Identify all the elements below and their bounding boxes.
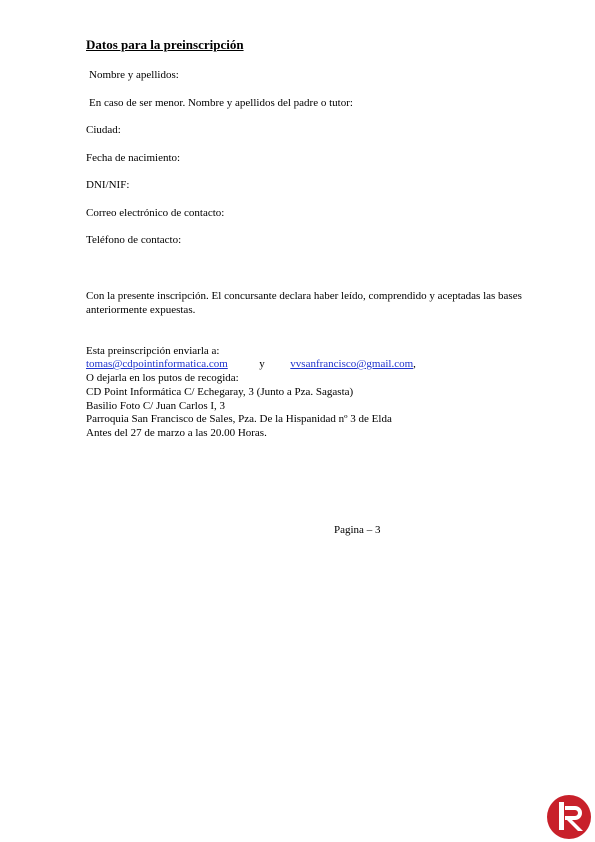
email-link-2[interactable]: vvsanfrancisco@gmail.com xyxy=(290,358,414,370)
field-label-city: Ciudad: xyxy=(86,124,121,136)
send-intro: Esta preinscripción enviarla a: xyxy=(86,345,220,357)
field-label-dni: DNI/NIF: xyxy=(86,179,130,191)
email-conjunction: y xyxy=(259,358,265,370)
page-title: Datos para la preinscripción xyxy=(86,37,244,52)
field-label-name: Nombre y apellidos: xyxy=(89,69,179,81)
deadline-text: Antes del 27 de marzo a las 20.00 Horas. xyxy=(86,427,267,439)
email-link-1[interactable]: tomas@cdpointinformatica.com xyxy=(86,358,228,370)
declaration-paragraph: Con la presente inscripción. El concursante declara haber leído, comprendido y aceptadas las bases anteriormente expuestas. xyxy=(86,290,522,316)
field-label-email: Correo electrónico de contacto: xyxy=(86,207,225,219)
pickup-point: CD Point Informática C/ Echegaray, 3 (Junto a Pza. Sagasta) xyxy=(86,386,354,398)
brand-logo-icon xyxy=(544,793,594,841)
field-label-birthdate: Fecha de nacimiento: xyxy=(86,152,181,164)
page-number: Pagina – 3 xyxy=(334,524,381,536)
field-label-guardian: En caso de ser menor. Nombre y apellidos del padre o tutor: xyxy=(89,97,353,109)
email-line xyxy=(86,358,416,370)
pickup-point: Parroquia San Francisco de Sales, Pza. De la Hispanidad nº 3 de Elda xyxy=(86,413,392,425)
pickup-intro: O dejarla en los putos de recogida: xyxy=(86,372,239,384)
email-suffix: , xyxy=(413,358,416,370)
pickup-point: Basilio Foto C/ Juan Carlos I, 3 xyxy=(86,400,226,412)
field-label-phone: Teléfono de contacto: xyxy=(86,234,182,246)
